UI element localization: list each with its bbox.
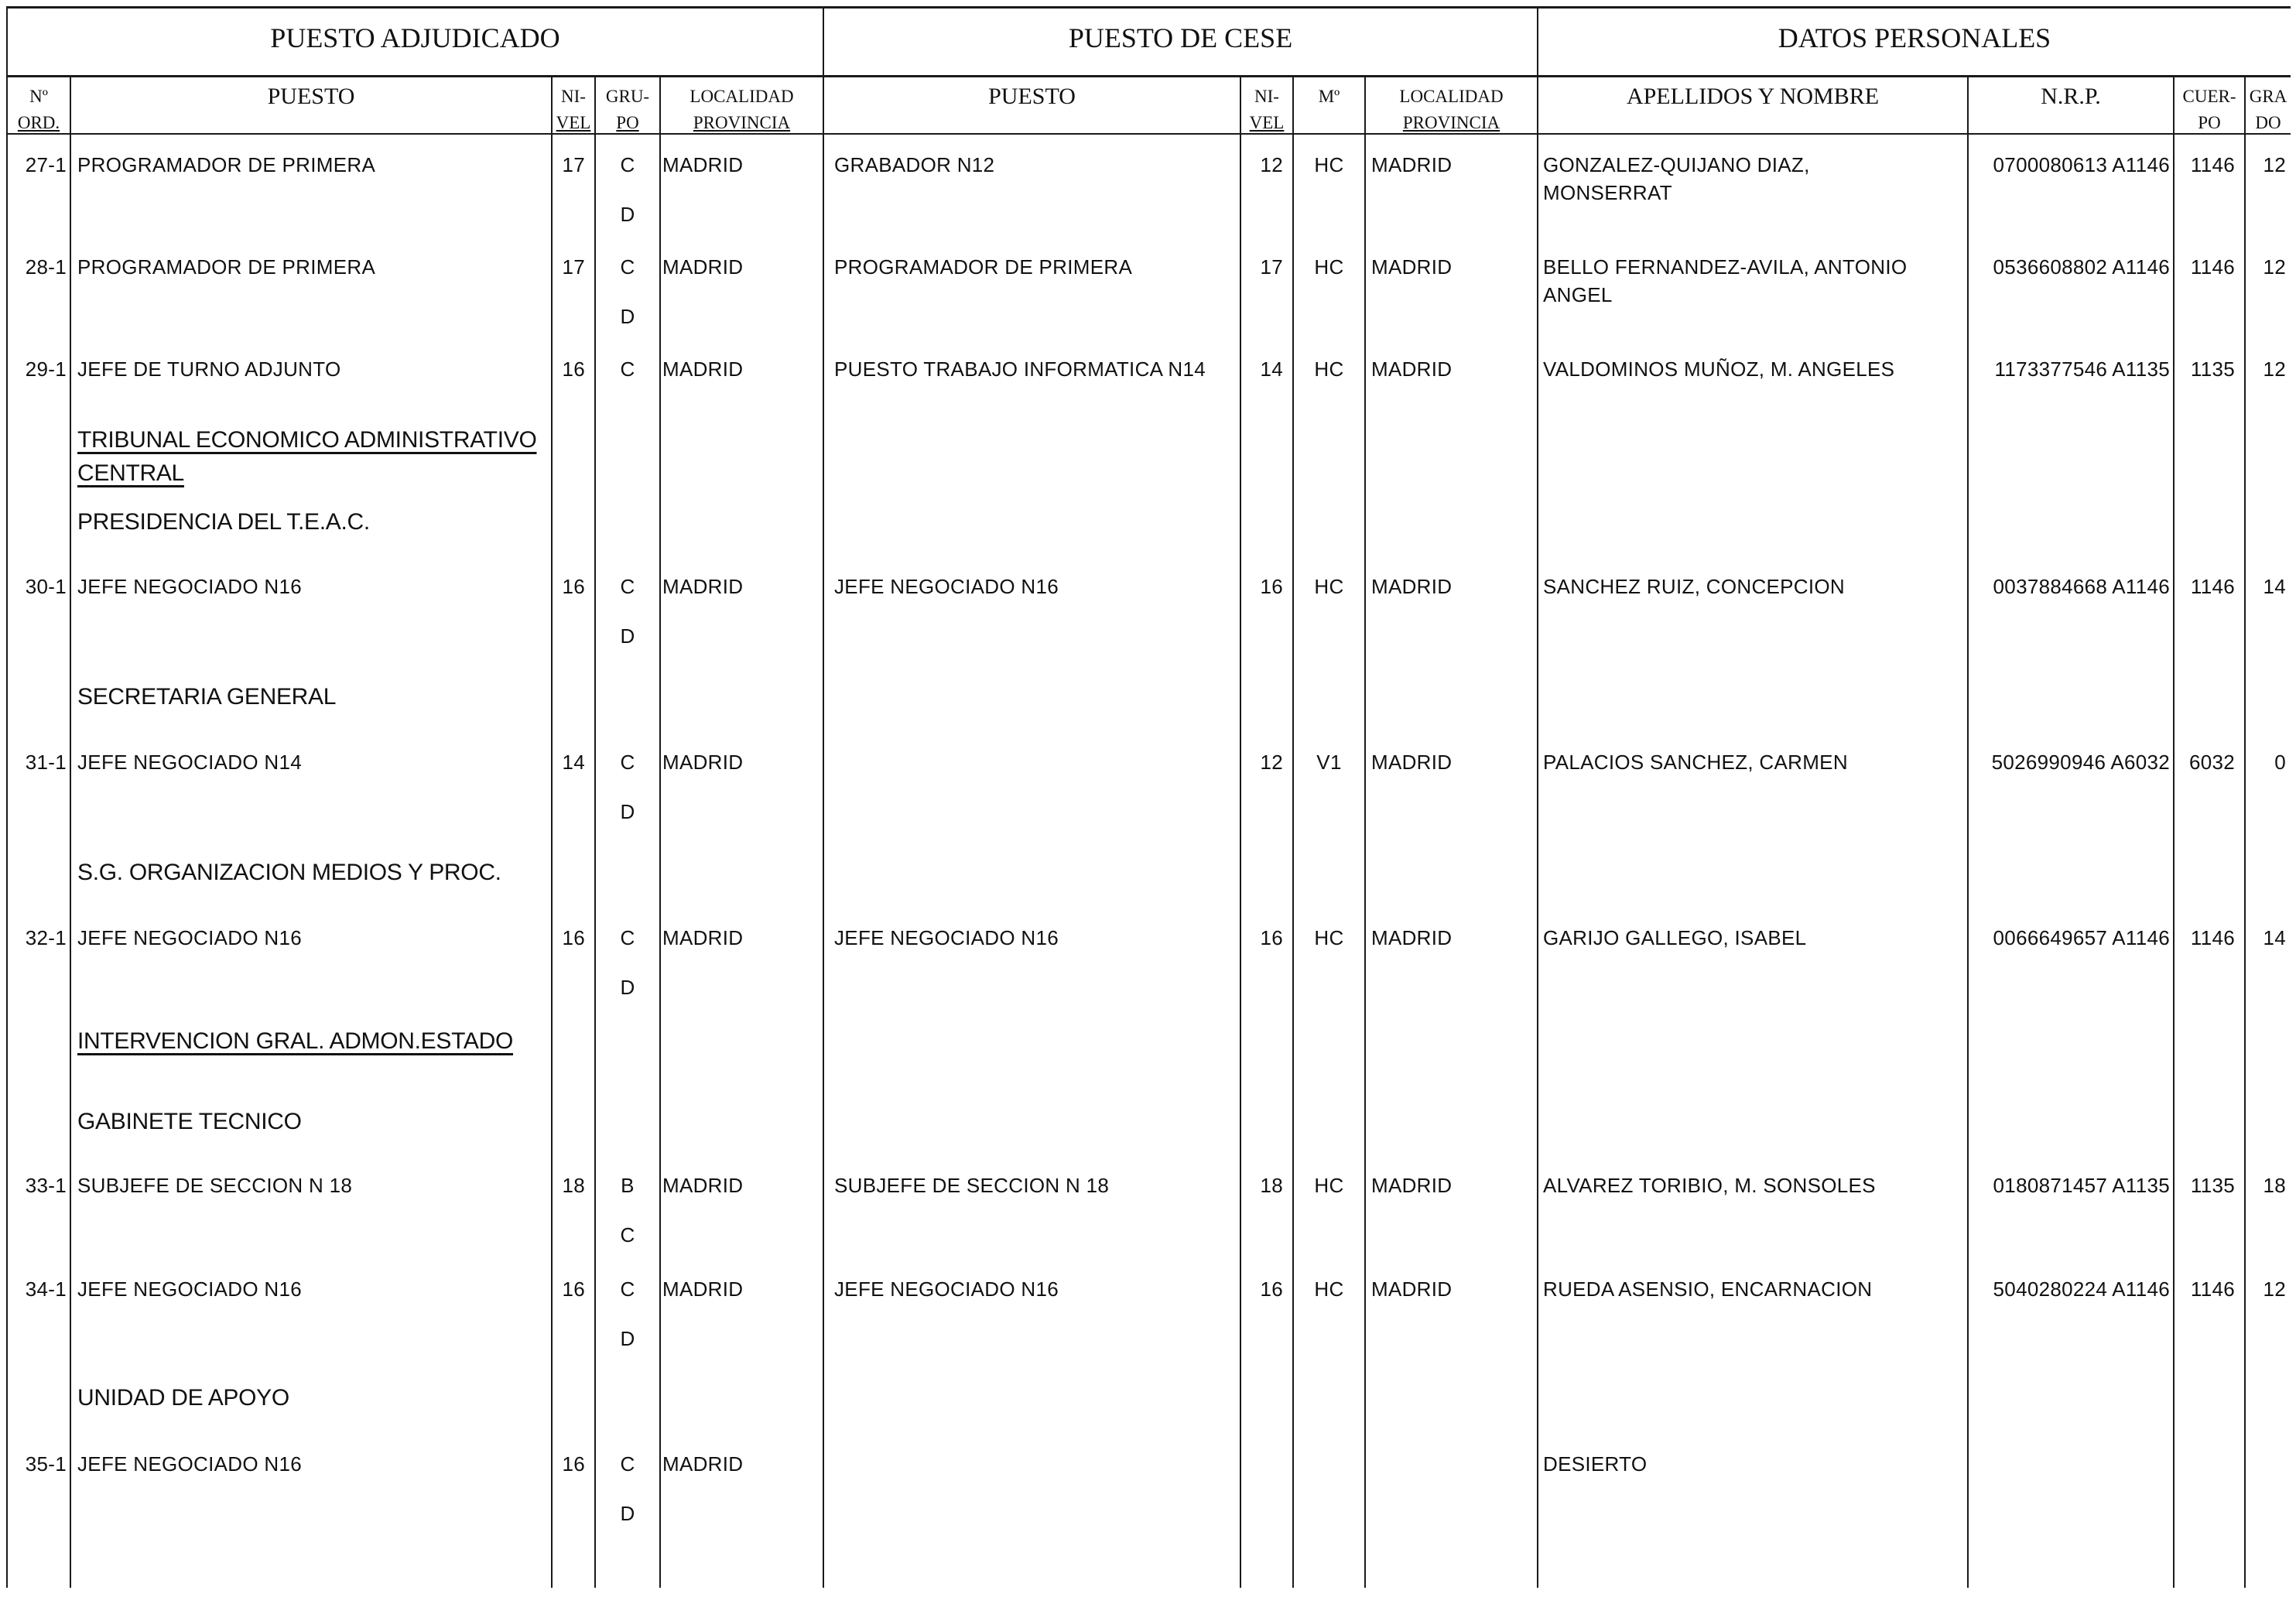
section-divider-personales (1537, 6, 1538, 1588)
row-grupo: D (620, 976, 635, 999)
col-divider-ord (70, 77, 71, 1588)
row-puesto: JEFE DE TURNO ADJUNTO (77, 357, 341, 381)
row-ord: 30-1 (25, 575, 67, 598)
subheading-intervencion: INTERVENCION GRAL. ADMON.ESTADO (77, 1028, 514, 1054)
row-grado: 18 (2263, 1174, 2286, 1197)
row-grado: 12 (2263, 255, 2286, 279)
left-border (6, 6, 8, 1588)
row-apellidos-nombre: BELLO FERNANDEZ-AVILA, ANTONIO (1543, 255, 1908, 279)
col-header-ord (8, 84, 70, 136)
row-apellidos-nombre: ALVAREZ TORIBIO, M. SONSOLES (1543, 1174, 1876, 1197)
row-localidad: MADRID (662, 153, 744, 176)
row-localidad: MADRID (662, 751, 744, 774)
row-ord: 34-1 (25, 1277, 67, 1301)
row-ord: 28-1 (25, 255, 67, 279)
col-header-ministerio: Mº (1318, 87, 1340, 106)
row-grupo: C (620, 1223, 635, 1247)
col-header-localidad-cese-line1: LOCALIDAD (1399, 87, 1504, 106)
section-header-rule (6, 75, 2291, 77)
col-header-localidad-line2: PROVINCIA (693, 113, 791, 132)
row-nivel: 16 (562, 1452, 585, 1476)
subheading-presidencia: PRESIDENCIA DEL T.E.A.C. (77, 509, 370, 535)
row-ord: 32-1 (25, 926, 67, 949)
top-border (6, 6, 2291, 9)
row-ord: 35-1 (25, 1452, 67, 1476)
row-localidad: MADRID (662, 1174, 744, 1197)
row-localidad: MADRID (662, 575, 744, 598)
row-nivel: 14 (562, 751, 585, 774)
row-cese-localidad: MADRID (1371, 357, 1453, 381)
row-cese-puesto: SUBJEFE DE SECCION N 18 (834, 1174, 1110, 1197)
row-cese-localidad: MADRID (1371, 1174, 1453, 1197)
row-grado: 14 (2263, 926, 2286, 949)
row-cese-localidad: MADRID (1371, 751, 1453, 774)
row-grupo: D (620, 305, 635, 328)
row-grado: 0 (2274, 751, 2286, 774)
col-divider-cuerpo (2244, 77, 2246, 1588)
row-cuerpo: 1146 (2190, 1277, 2235, 1301)
subheading-sg_org: S.G. ORGANIZACION MEDIOS Y PROC. (77, 860, 501, 885)
row-grado: 12 (2263, 153, 2286, 176)
col-divider-min (1364, 77, 1366, 1588)
row-cuerpo: 6032 (2188, 751, 2235, 774)
row-apellidos-nombre: MONSERRAT (1543, 181, 1672, 204)
row-cuerpo: 1135 (2190, 357, 2235, 381)
row-cese-localidad: MADRID (1371, 255, 1453, 279)
row-cese-localidad: MADRID (1371, 926, 1453, 949)
row-ministerio: V1 (1316, 751, 1342, 774)
row-grupo: C (620, 575, 635, 598)
row-cese-localidad: MADRID (1371, 575, 1453, 598)
row-cuerpo: 1146 (2190, 575, 2235, 598)
col-header-nivel-cese (1241, 84, 1292, 136)
row-grupo: B (621, 1174, 635, 1197)
row-grupo: D (620, 800, 635, 823)
row-grupo: C (620, 255, 635, 279)
row-cese-localidad: MADRID (1371, 153, 1453, 176)
row-localidad: MADRID (662, 1277, 744, 1301)
row-cese-nivel: 16 (1260, 575, 1283, 598)
section-divider-cese (823, 6, 824, 1588)
row-grupo: C (620, 926, 635, 949)
row-nivel: 16 (562, 357, 585, 381)
row-grupo: C (620, 751, 635, 774)
col-header-grupo-line1: GRU- (605, 87, 650, 106)
row-grupo: C (620, 1452, 635, 1476)
col-header-grupo-line2: PO (616, 113, 639, 132)
row-grupo: C (620, 357, 635, 381)
row-nivel: 16 (562, 575, 585, 598)
row-grupo: D (620, 1327, 635, 1350)
row-cese-nivel: 16 (1260, 1277, 1283, 1301)
row-nrp: 5040280224 A1146 (1993, 1277, 2170, 1301)
col-divider-nivel-cese (1292, 77, 1294, 1588)
row-nivel: 17 (562, 153, 585, 176)
row-localidad: MADRID (662, 1452, 744, 1476)
col-header-ord-line1: Nº (29, 87, 48, 106)
row-cuerpo: 1135 (2190, 1174, 2235, 1197)
row-ministerio: HC (1314, 926, 1344, 949)
row-cese-nivel: 12 (1260, 751, 1283, 774)
row-cuerpo: 1146 (2190, 153, 2235, 176)
row-grado: 12 (2263, 357, 2286, 381)
row-ord: 29-1 (25, 357, 67, 381)
row-cese-localidad: MADRID (1371, 1277, 1453, 1301)
col-divider-grupo (659, 77, 661, 1588)
row-cese-nivel: 17 (1260, 255, 1283, 279)
col-header-grado-line2: DO (2255, 113, 2281, 132)
col-header-nivel-line2: VEL (556, 113, 591, 132)
row-grupo: C (620, 1277, 635, 1301)
col-header-cuerpo-line2: PO (2198, 113, 2221, 132)
row-puesto: PROGRAMADOR DE PRIMERA (77, 153, 376, 176)
row-ord: 31-1 (25, 751, 67, 774)
row-apellidos-nombre: GARIJO GALLEGO, ISABEL (1543, 926, 1807, 949)
row-ministerio: HC (1314, 575, 1344, 598)
col-header-nivel-line1: NI- (561, 87, 586, 106)
row-cuerpo: 1146 (2190, 255, 2235, 279)
col-header-grado-line1: GRA (2249, 87, 2287, 106)
row-ministerio: HC (1314, 153, 1344, 176)
row-cese-nivel: 18 (1260, 1174, 1283, 1197)
col-header-localidad-line1: LOCALIDAD (689, 87, 794, 106)
col-divider-nrp (2173, 77, 2175, 1588)
col-header-puesto-cese: PUESTO (988, 84, 1076, 109)
row-nivel: 16 (562, 1277, 585, 1301)
row-cese-nivel: 16 (1260, 926, 1283, 949)
row-apellidos-nombre: RUEDA ASENSIO, ENCARNACION (1543, 1277, 1873, 1301)
subheading-gabinete: GABINETE TECNICO (77, 1109, 302, 1134)
row-nrp: 1173377546 A1135 (1994, 357, 2170, 381)
row-apellidos-nombre: GONZALEZ-QUIJANO DIAZ, (1543, 153, 1810, 176)
row-grupo: D (620, 624, 635, 648)
row-grupo: D (620, 203, 635, 226)
row-localidad: MADRID (662, 255, 744, 279)
col-divider-nivel (594, 77, 596, 1588)
row-apellidos-nombre: SANCHEZ RUIZ, CONCEPCION (1543, 575, 1846, 598)
col-header-puesto: PUESTO (267, 84, 355, 109)
row-ministerio: HC (1314, 357, 1344, 381)
row-nivel: 17 (562, 255, 585, 279)
row-puesto: JEFE NEGOCIADO N16 (77, 575, 303, 598)
row-apellidos-nombre: PALACIOS SANCHEZ, CARMEN (1543, 751, 1848, 774)
row-puesto: JEFE NEGOCIADO N16 (77, 1277, 303, 1301)
row-apellidos-nombre: DESIERTO (1543, 1452, 1648, 1476)
row-cuerpo: 1146 (2190, 926, 2235, 949)
row-ministerio: HC (1314, 1174, 1344, 1197)
row-grado: 12 (2263, 1277, 2286, 1301)
row-nrp: 0180871457 A1135 (1993, 1174, 2170, 1197)
subheading-teac_b: CENTRAL (77, 460, 184, 486)
row-puesto: JEFE NEGOCIADO N16 (77, 926, 303, 949)
row-puesto: JEFE NEGOCIADO N14 (77, 751, 303, 774)
col-header-cuerpo-line1: CUER- (2182, 87, 2236, 106)
col-header-nivel (553, 84, 594, 136)
row-ord: 27-1 (25, 153, 67, 176)
col-header-nivel-cese-line1: NI- (1254, 87, 1279, 106)
col-header-nivel-cese-line2: VEL (1249, 113, 1285, 132)
col-divider-apellidos (1967, 77, 1969, 1588)
row-cese-puesto: PUESTO TRABAJO INFORMATICA N14 (834, 357, 1206, 381)
row-apellidos-nombre: VALDOMINOS MUÑOZ, M. ANGELES (1543, 357, 1895, 381)
subheading-teac_a: TRIBUNAL ECONOMICO ADMINISTRATIVO (77, 427, 537, 453)
column-header-rule (6, 133, 2291, 135)
row-localidad: MADRID (662, 926, 744, 949)
row-nivel: 18 (562, 1174, 585, 1197)
row-puesto: JEFE NEGOCIADO N16 (77, 1452, 303, 1476)
row-cese-nivel: 12 (1260, 153, 1283, 176)
row-nrp: 5026990946 A6032 (1991, 751, 2170, 774)
row-cese-puesto: JEFE NEGOCIADO N16 (834, 575, 1059, 598)
col-divider-puesto-cese (1240, 77, 1241, 1588)
col-header-grado (2246, 84, 2291, 136)
row-ord: 33-1 (25, 1174, 67, 1197)
col-header-apellidos: APELLIDOS Y NOMBRE (1626, 84, 1880, 109)
col-divider-puesto (551, 77, 553, 1588)
row-cese-puesto: PROGRAMADOR DE PRIMERA (834, 255, 1133, 279)
section-datos-personales: DATOS PERSONALES (1778, 22, 2051, 53)
row-ministerio: HC (1314, 1277, 1344, 1301)
row-nrp: 0037884668 A1146 (1993, 575, 2170, 598)
row-grado: 14 (2263, 575, 2286, 598)
col-header-localidad-cese-line2: PROVINCIA (1402, 113, 1500, 132)
col-header-nrp: N.R.P. (2041, 84, 2101, 109)
row-grupo: D (620, 1502, 635, 1525)
row-nrp: 0536608802 A1146 (1993, 255, 2170, 279)
row-nrp: 0700080613 A1146 (1993, 153, 2170, 176)
col-header-localidad (661, 84, 823, 136)
col-header-localidad-cese (1366, 84, 1537, 136)
row-cese-nivel: 14 (1260, 357, 1283, 381)
row-ministerio: HC (1314, 255, 1344, 279)
row-grupo: C (620, 153, 635, 176)
row-nivel: 16 (562, 926, 585, 949)
row-cese-puesto: GRABADOR N12 (834, 153, 995, 176)
row-cese-puesto: JEFE NEGOCIADO N16 (834, 1277, 1059, 1301)
row-apellidos-nombre: ANGEL (1543, 283, 1613, 306)
col-header-cuerpo (2175, 84, 2244, 136)
row-puesto: SUBJEFE DE SECCION N 18 (77, 1174, 353, 1197)
subheading-secretaria: SECRETARIA GENERAL (77, 684, 337, 710)
col-header-ord-line2: ORD. (17, 113, 60, 132)
row-cese-puesto: JEFE NEGOCIADO N16 (834, 926, 1059, 949)
section-puesto-adjudicado: PUESTO ADJUDICADO (270, 22, 560, 53)
row-puesto: PROGRAMADOR DE PRIMERA (77, 255, 376, 279)
section-puesto-cese: PUESTO DE CESE (1068, 22, 1293, 53)
subheading-unidad: UNIDAD DE APOYO (77, 1385, 289, 1411)
col-header-grupo (596, 84, 659, 136)
row-localidad: MADRID (662, 357, 744, 381)
row-nrp: 0066649657 A1146 (1993, 926, 2170, 949)
